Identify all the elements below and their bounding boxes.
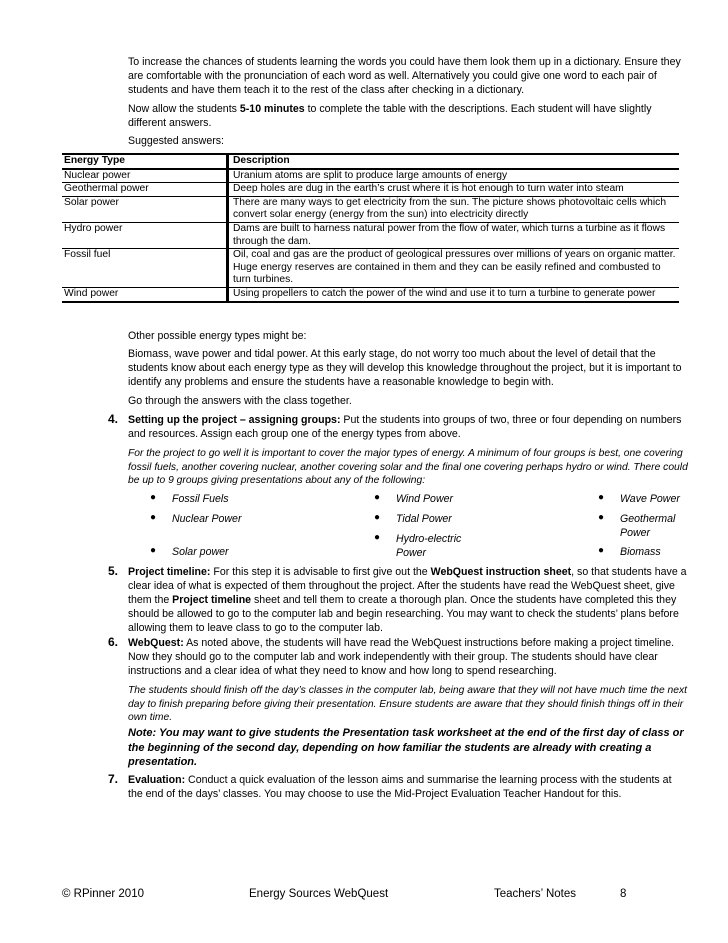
step-6-text: As noted above, the students will have read the WebQuest instructions before making a project timeline. Now they should go to the computer lab and work independently with their group. The students should have clear instructions and a clear idea of what they need to know and how long to spend researching.	[128, 637, 675, 677]
list-item: Solar power	[172, 546, 229, 558]
step-6-italic-note: The students should finish off the day’s classes in the computer lab, being aware that they will not have much time the next day to finish preparing before giving their presentation. Ensure students are aware that they should finish things off in their own time.	[128, 685, 688, 724]
list-item: Wave Power	[620, 493, 680, 505]
step-4-note: For the project to go well it is important to cover the major types of energy. A minimum of four groups is best, one covering fossil fuels, another covering nuclear, another covering solar and the final one covering perhaps hydro or wind. There could be up to 9 groups giving presentations about any of the following:	[128, 448, 688, 487]
bullet-dot-icon: ●	[374, 492, 381, 503]
step-5-text: For this step it is advisable to first give out the	[210, 566, 431, 578]
list-item: Fossil Fuels	[172, 493, 229, 505]
intro-p2-text: Now allow the students	[128, 103, 240, 115]
list-item: Tidal Power	[396, 513, 452, 525]
suggested-answers-label: Suggested answers:	[128, 135, 224, 147]
step-6-presentation-note: Note: You may want to give students the Presentation task worksheet at the end of the first day of class or the beginning of the second day, depending on how familiar the students are already with creating a presentation.	[128, 727, 684, 768]
step-number-5: 5.	[108, 564, 119, 578]
step-5-text-2: , so that students have a clear idea of what is expected of them throughout the project. After the students have read the WebQuest sheet, give them the	[128, 566, 687, 606]
energy-types-table	[62, 153, 679, 303]
list-item: Biomass	[620, 546, 661, 558]
intro-paragraph-2	[128, 102, 688, 130]
description-cell: There are many ways to get electricity from the sun. The picture shows photovoltaic cells which convert solar energy (energy from the sun) into electricity directly	[229, 196, 679, 222]
footer-section: Teachers’ Notes	[494, 888, 577, 900]
table-header-description: Description	[229, 154, 679, 169]
bullet-dot-icon: ●	[374, 532, 381, 543]
energy-type-cell: Wind power	[62, 287, 226, 301]
other-types-label: Other possible energy types might be:	[128, 330, 307, 342]
bullet-dot-icon: ●	[374, 512, 381, 523]
energy-type-cell: Fossil fuel	[62, 249, 226, 288]
step-4-heading: Setting up the project – assigning groups:	[128, 414, 341, 426]
step-number-4: 4.	[108, 412, 119, 426]
step-7-heading: Evaluation:	[128, 774, 186, 786]
footer-copyright: © RPinner 2010	[62, 888, 144, 900]
intro-p2-text-end: to complete the table with the descriptions. Each student will have slightly different answers.	[128, 103, 652, 129]
list-item: Hydro-electric Power	[396, 533, 462, 559]
bullet-dot-icon: ●	[150, 512, 157, 523]
step-7-paragraph	[128, 773, 688, 801]
table-row	[62, 183, 679, 197]
footer-page-number: 8	[620, 888, 627, 900]
energy-type-cell: Geothermal power	[62, 183, 226, 197]
step-5-bold-timeline: Project timeline	[172, 594, 252, 606]
intro-p2-bold: 5-10 minutes	[239, 103, 305, 115]
step-5-text-3: sheet and tell them to create a thorough plan. Once the students have completed this they should be allowed to go to the computer lab and begin researching. You may want to check the students’ plans before allowing them to leave class to go to the computer lab.	[128, 594, 679, 634]
step-6-heading: WebQuest:	[128, 637, 184, 649]
step-4-paragraph	[128, 413, 688, 441]
list-item: Geothermal Power	[620, 513, 676, 539]
bullet-dot-icon: ●	[598, 492, 605, 503]
table-row	[62, 222, 679, 248]
description-cell: Dams are built to harness natural power from the flow of water, which turns a turbine as it flows through the dam.	[229, 222, 679, 248]
step-4-text: Put the students into groups of two, three or four depending on numbers and resources. Assign each group one of the energy types from above.	[128, 414, 682, 440]
energy-type-cell: Solar power	[62, 196, 226, 222]
table-header-energy-type: Energy Type	[62, 154, 226, 169]
step-number-6: 6.	[108, 635, 119, 649]
table-row	[62, 169, 679, 183]
description-cell: Oil, coal and gas are the product of geological pressures over millions of years on organic matter. Huge energy reserves are contained in them and they can be easily refined and combusted to turn turbines.	[229, 249, 679, 288]
list-item: Nuclear Power	[172, 513, 242, 525]
bullet-dot-icon: ●	[150, 492, 157, 503]
table-row	[62, 249, 679, 288]
table-header-row	[62, 154, 679, 169]
bullet-dot-icon: ●	[598, 545, 605, 556]
step-5-bold-instruction-sheet: WebQuest instruction sheet	[430, 566, 572, 578]
description-cell: Uranium atoms are split to produce large amounts of energy	[229, 169, 679, 183]
step-6-paragraph	[128, 636, 688, 678]
step-7-text: Conduct a quick evaluation of the lesson aims and summarise the learning process with the students at the end of the days’ classes. You may choose to use the Mid-Project Evaluation Teacher Handout for this.	[128, 774, 672, 800]
list-item: Wind Power	[396, 493, 454, 505]
table-row	[62, 287, 679, 301]
go-through-answers: Go through the answers with the class together.	[128, 395, 352, 407]
step-5-paragraph	[128, 565, 688, 635]
energy-type-cell: Hydro power	[62, 222, 226, 248]
table-row	[62, 196, 679, 222]
footer-title: Energy Sources WebQuest	[249, 888, 389, 900]
step-number-7: 7.	[108, 772, 119, 786]
step-5-heading: Project timeline:	[128, 566, 211, 578]
other-types-paragraph: Biomass, wave power and tidal power. At this early stage, do not worry too much about the level of detail that the students know about each energy type as they will develop this knowledge throughout the project, but it is important to identify any problems and ensure the students have a reasonable knowledge to begin with.	[128, 348, 682, 388]
bullet-dot-icon: ●	[598, 512, 605, 523]
energy-type-cell: Nuclear power	[62, 169, 226, 183]
description-cell: Deep holes are dug in the earth’s crust where it is hot enough to turn water into steam	[229, 183, 679, 197]
intro-paragraph-1: To increase the chances of students learning the words you could have them look them up in a dictionary. Ensure they are comfortable with the pronunciation of each word as well. Alternatively you could give one word to each pair of students and have them teach it to the rest of the class after checking in a dictionary.	[128, 56, 681, 96]
description-cell: Using propellers to catch the power of the wind and use it to turn a turbine to generate power	[229, 287, 679, 301]
bullet-dot-icon: ●	[150, 545, 157, 556]
